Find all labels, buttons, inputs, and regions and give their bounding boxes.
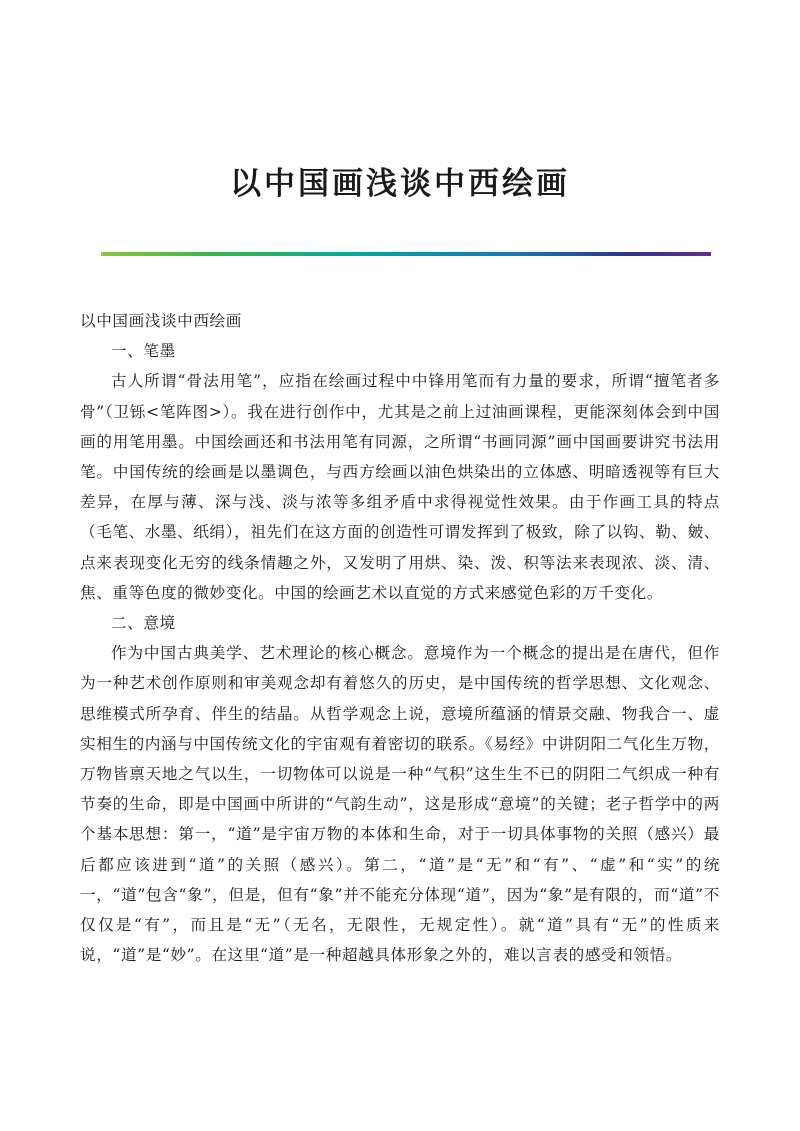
document-subtitle: 以中国画浅谈中西绘画	[80, 312, 242, 330]
section-paragraph-artistic-conception: 作为中国古典美学、艺术理论的核心概念。意境作为一个概念的提出是在唐代，但作为一种艺术创作原则和审美观念却有着悠久的历史，是中国传统的哲学思想、文化观念、思维模式所孕育、伴生的结晶。从哲学观念上说，意境所蕴涵的情景交融、物我合一、虚实相生的内涵与中国传统文化的宇宙观有着密切的联系。《易经》中讲阴阳二气化生万物，万物皆禀天地之气以生，一切物体可以说是一种“气积”这生生不已的阴阳二气织成一种有节奏的生命，即是中国画中所讲的“气韵生动”，这是形成“意境”的关键；老子哲学中的两个基本思想：第一，“道”是宇宙万物的本体和生命，对于一切具体事物的关照（感兴）最后都应该进到“道”的关照（感兴）。第二，“道”是“无”和“有”、“虚”和“实”的统一，“道”包含“象”，但是，但有“象”并不能充分体现“道”，因为“象”是有限的，而“道”不仅仅是“有”，而且是“无”（无名，无限性，无规定性）。就“道”具有“无”的性质来说，“道”是“妙”。在这里“道”是一种超越具体形象之外的，难以言表的感受和领悟。	[80, 644, 720, 965]
title-divider	[101, 252, 711, 256]
document-title: 以中国画浅谈中西绘画	[230, 166, 570, 202]
section-heading-brush-ink: 一、笔墨	[111, 342, 176, 361]
document-body	[80, 306, 720, 970]
section-heading-artistic-conception: 二、意境	[111, 614, 176, 633]
section-paragraph-brush-ink: 古人所谓“骨法用笔”，应指在绘画过程中中锋用笔而有力量的要求，所谓“擅笔者多骨”（卫铄<笔阵图>）。我在进行创作中，尤其是之前上过油画课程，更能深刻体会到中国画的用笔用墨。中国绘画还和书法用笔有同源，之所谓“书画同源”画中国画要讲究书法用笔。中国传统的绘画是以墨调色，与西方绘画以油色烘染出的立体感、明暗透视等有巨大差异，在厚与薄、深与浅、淡与浓等多组矛盾中求得视觉性效果。由于作画工具的特点（毛笔、水墨、纸绢），祖先们在这方面的创造性可谓发挥到了极致，除了以钩、勒、皴、点来表现变化无穷的线条情趣之外，又发明了用烘、染、泼、积等法来表现浓、淡、清、焦、重等色度的微妙变化。中国的绘画艺术以直觉的方式来感觉色彩的万千变化。	[80, 372, 720, 602]
